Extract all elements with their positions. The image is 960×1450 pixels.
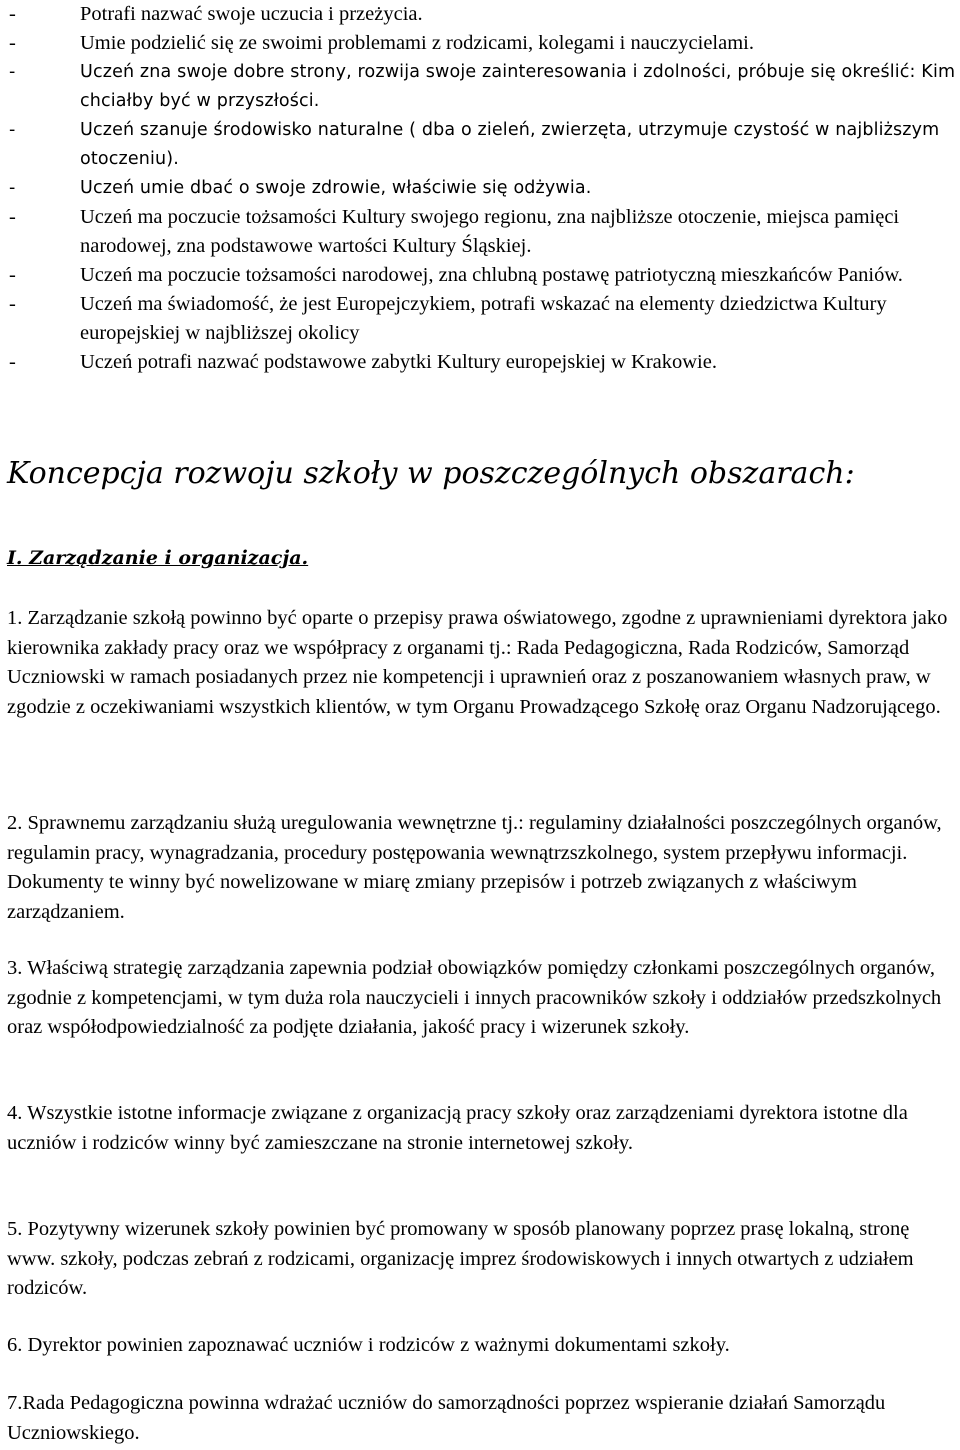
list-item	[0, 348, 960, 377]
bullet-dash: -	[9, 3, 16, 25]
bullet-dash: -	[9, 32, 16, 54]
bullet-dash: -	[9, 264, 16, 286]
paragraph: 7.Rada Pedagogiczna powinna wdrażać uczniów do samorządności poprzez wspieranie działań Samorządu Uczniowskiego.	[7, 1392, 886, 1444]
bullet-dash: -	[9, 120, 16, 140]
paragraph: 1. Zarządzanie szkołą powinno być oparte o przepisy prawa oświatowego, zgodne z uprawnieniami dyrektora jako kierownika zakłady pracy oraz we współpracy z organami tj.: Rada Pedagogiczna, Rada Rodziców, Samorząd Uczniowski w ramach posiadanych przez nie kompetencji i uprawnień oraz z poszanowaniem własnych praw, w zgodzie z oczekiwaniami wszystkich klientów, w tym Organu Prowadzącego Szkołę oraz Organu Nadzorującego.	[7, 607, 948, 718]
list-item-text: Potrafi nazwać swoje uczucia i przeżycia.	[80, 3, 423, 25]
list-item	[0, 290, 960, 348]
paragraph: 3. Właściwą strategię zarządzania zapewnia podział obowiązków pomiędzy członkami poszczególnych organów, zgodnie z kompetencjami, w tym duża rola nauczycieli i innych pracowników szkoły i oddziałów przedszkolnych oraz współodpowiedzialność za podjęte działania, jakość pracy i wizerunek szkoły.	[7, 957, 942, 1038]
list-item	[0, 203, 960, 261]
bullet-dash: -	[9, 62, 16, 82]
bullet-dash: -	[9, 206, 16, 228]
list-item	[0, 261, 960, 290]
paragraph: 5. Pozytywny wizerunek szkoły powinien być promowany w sposób planowany poprzez prasę lokalną, stronę www. szkoły, podczas zebrań z rodzicami, organizację imprez środowiskowych i innych otwartych z udziałem rodziców.	[7, 1218, 914, 1299]
list-item-text: Uczeń potrafi nazwać podstawowe zabytki Kultury europejskiej w Krakowie.	[80, 351, 717, 373]
subsection-heading: I. Zarządzanie i organizacja.	[7, 546, 309, 569]
list-item	[0, 58, 960, 116]
list-item-text: Uczeń ma poczucie tożsamości Kultury swojego regionu, zna najbliższe otoczenie, miejsca pamięci narodowej, zna podstawowe wartości Kultury Śląskiej.	[80, 206, 900, 257]
section-heading: Koncepcja rozwoju szkoły w poszczególnych obszarach:	[7, 456, 855, 492]
bullet-dash: -	[9, 178, 16, 198]
list-item	[0, 0, 960, 29]
bullet-dash: -	[9, 351, 16, 373]
list-item-text: Uczeń szanuje środowisko naturalne ( dba o zieleń, zwierzęta, utrzymuje czystość w najbliższym otoczeniu).	[80, 120, 940, 169]
outcomes-list	[0, 0, 960, 377]
list-item-text: Uczeń umie dbać o swoje zdrowie, właściwie się odżywia.	[80, 178, 592, 198]
list-item	[0, 116, 960, 174]
paragraph: 2. Sprawnemu zarządzaniu służą uregulowania wewnętrzne tj.: regulaminy działalności poszczególnych organów, regulamin pracy, wynagradzania, procedury postępowania wewnątrzszkolnego, system przepływu informacji. Dokumenty te winny być nowelizowane w miarę zmiany przepisów i potrzeb związanych z właściwym zarządzaniem.	[7, 812, 942, 923]
list-item-text: Uczeń ma poczucie tożsamości narodowej, zna chlubną postawę patriotyczną mieszkańców Paniów.	[80, 264, 903, 286]
paragraph: 4. Wszystkie istotne informacje związane z organizacją pracy szkoły oraz zarządzeniami dyrektora istotne dla uczniów i rodziców winny być zamieszczane na stronie internetowej szkoły.	[7, 1102, 908, 1154]
list-item	[0, 29, 960, 58]
paragraph: 6. Dyrektor powinien zapoznawać uczniów i rodziców z ważnymi dokumentami szkoły.	[7, 1334, 730, 1356]
list-item-text: Umie podzielić się ze swoimi problemami z rodzicami, kolegami i nauczycielami.	[80, 32, 754, 54]
list-item-text: Uczeń zna swoje dobre strony, rozwija swoje zainteresowania i zdolności, próbuje się określić: Kim chciałby być w przyszłości.	[80, 62, 956, 111]
list-item	[0, 174, 960, 203]
list-item-text: Uczeń ma świadomość, że jest Europejczykiem, potrafi wskazać na elementy dziedzictwa Kultury europejskiej w najbliższej okolicy	[80, 293, 887, 344]
bullet-dash: -	[9, 293, 16, 315]
